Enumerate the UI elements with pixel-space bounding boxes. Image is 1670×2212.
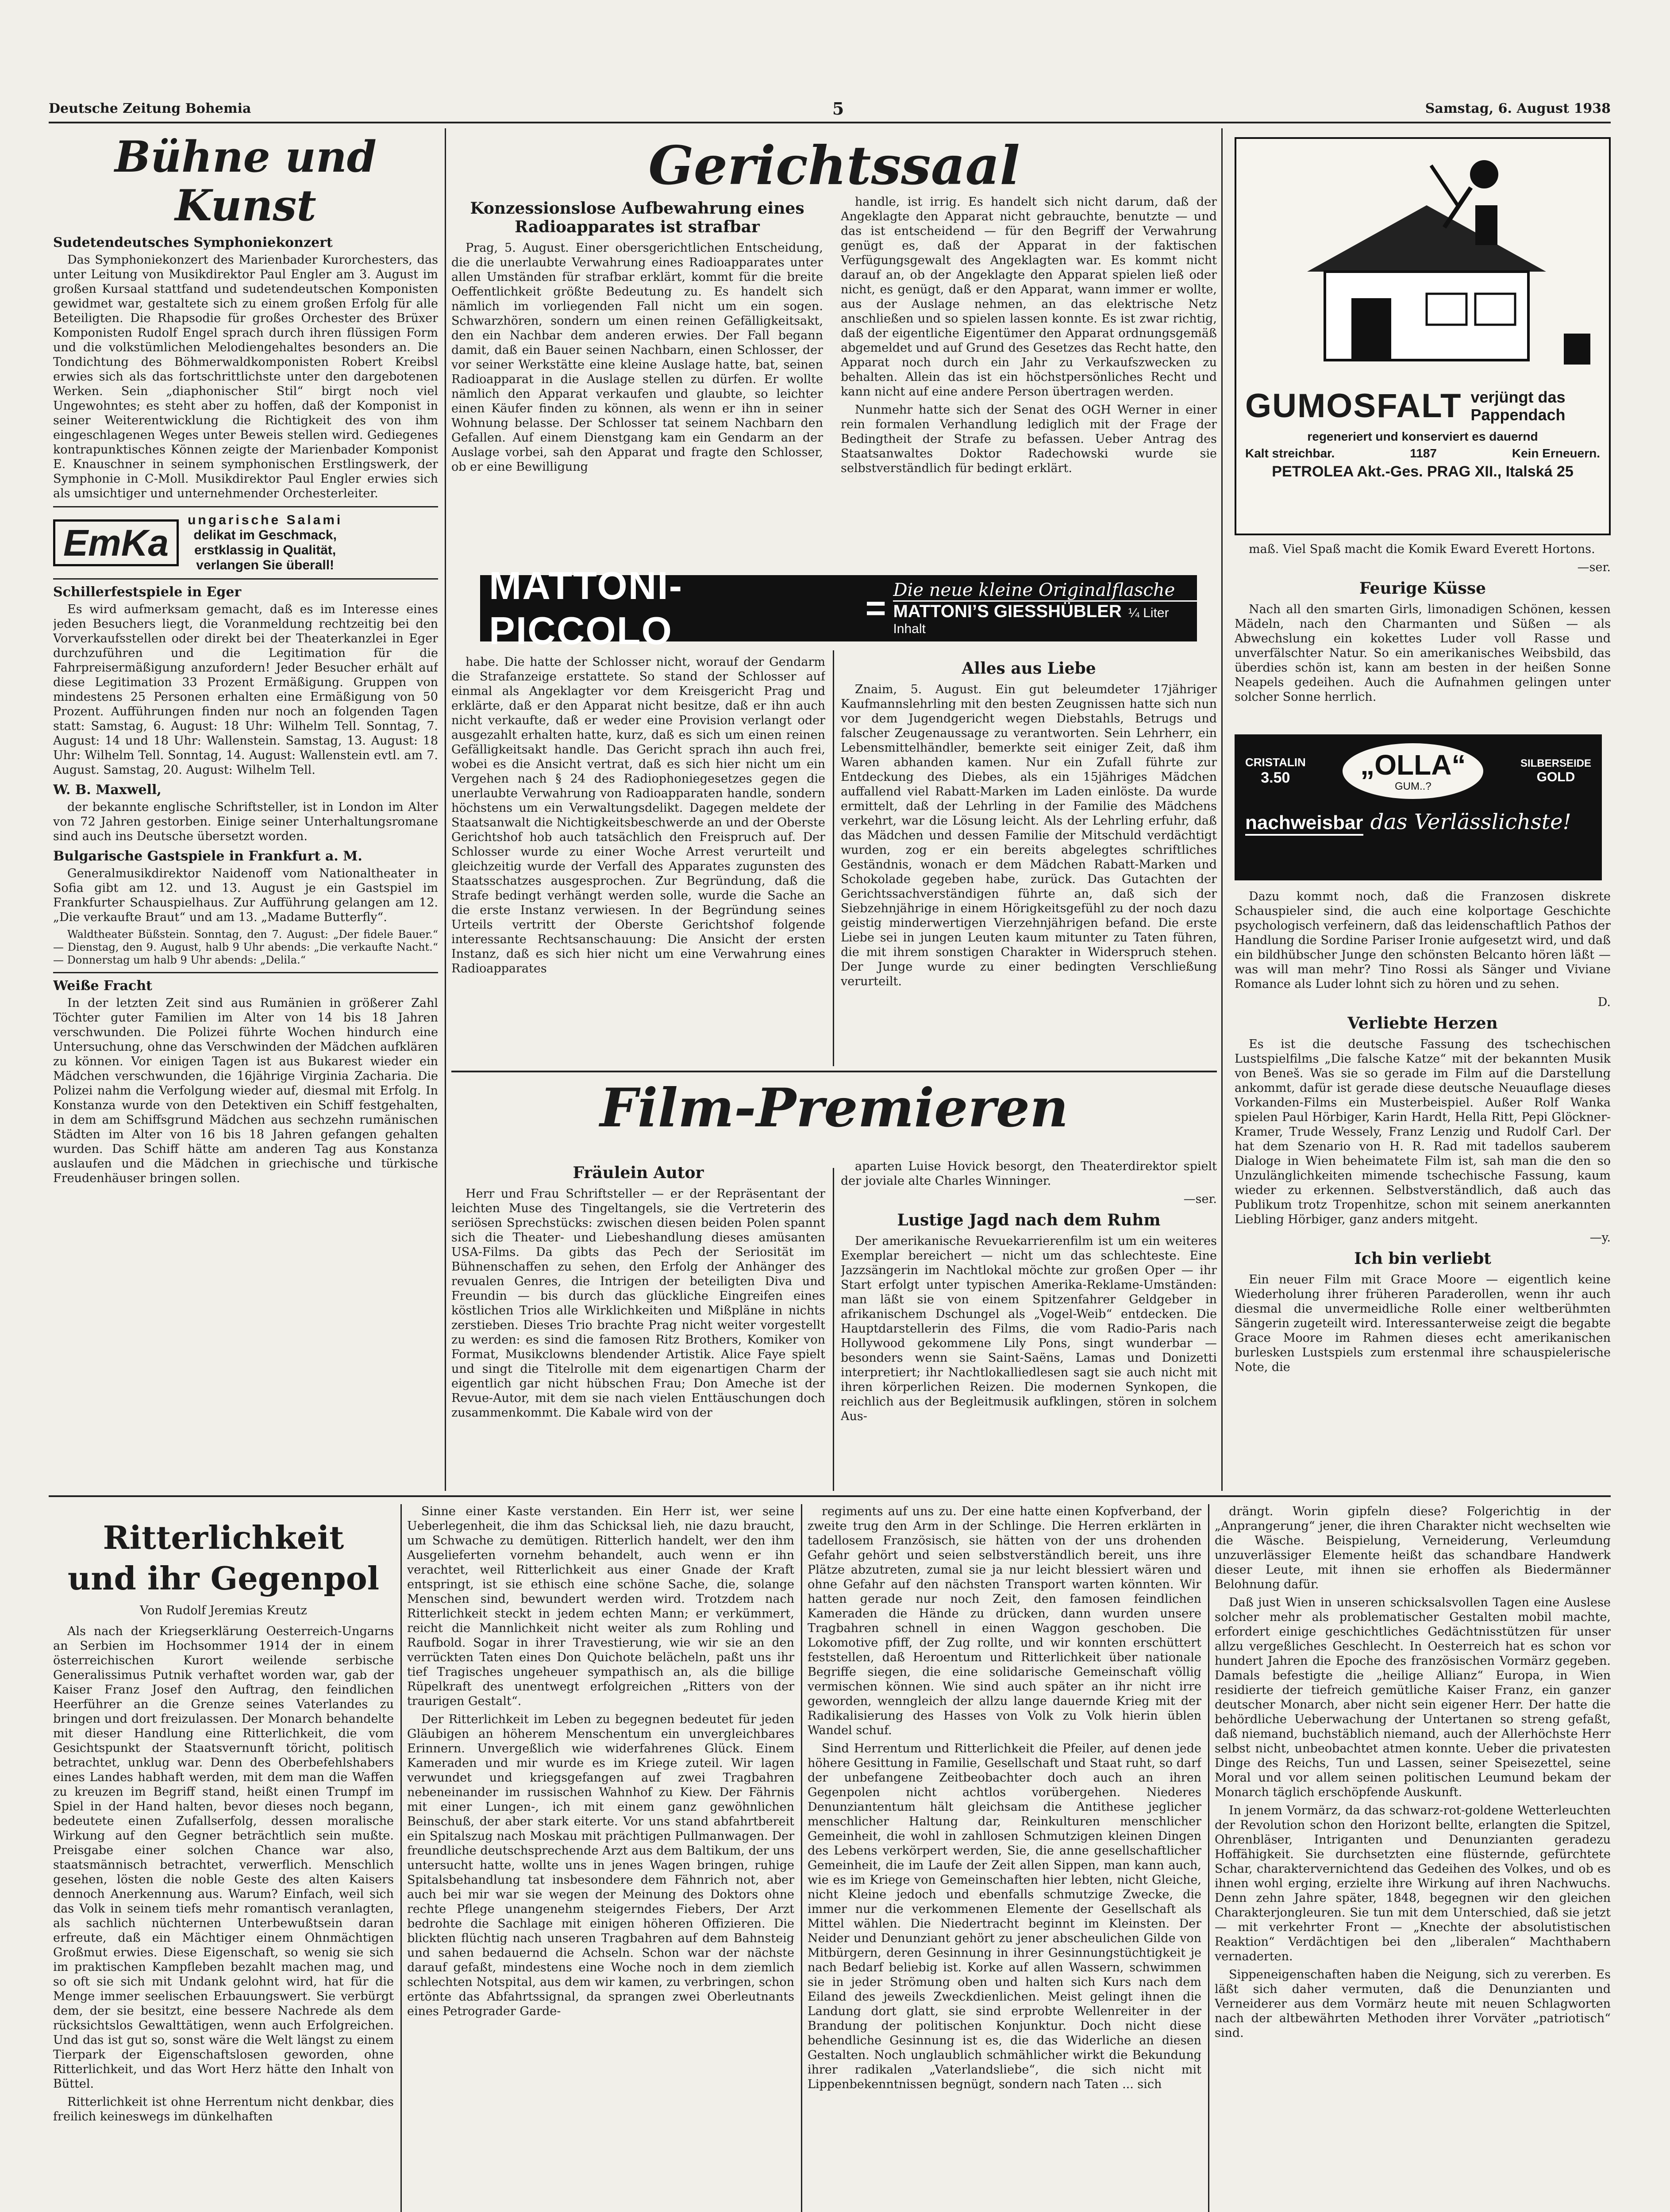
signature: —ser.: [1183, 1192, 1217, 1206]
article-headline: Feurige Küsse: [1359, 579, 1486, 598]
film-column-1: [451, 1159, 825, 1491]
mattoni-script: Die neue kleine Originalflasche: [893, 580, 1197, 602]
article-text: Es wird aufmerksam gemacht, daß es im Interesse eines jeden Besuchers liegt, die Voranmeldung rechtzeitig bei den Vorverkaufsstellen oder direkt bei der Theaterkanzlei in Eger durchzuführen und die Legitimation für die Fahrpreisermäßigung anzufordern! Jeder Besucher erhält auf diese Legitimation 33 Prozent Ermäßigung. Gruppen von mindestens 25 Personen erhalten eine Ermäßigung von 50 Prozent. Aufführungen finden nur noch an folgenden Tagen statt: Samstag, 6. August: 18 Uhr: Wilhelm Tell. Sonntag, 7. August: 14 und 18 Uhr: Wallenstein. Samstag, 13. August: 18 Uhr: Wilhelm Tell. Sonntag, 14. August: Wallenstein evtl. am 7. August. Samstag, 20. August: Wilhelm Tell.: [53, 603, 438, 777]
article-title: Bulgarische Gastspiele in Frankfurt a. M.: [53, 849, 362, 864]
emka-line: verlangen Sie überall!: [196, 558, 335, 572]
article-text: Znaim, 5. August. Ein gut beleumdeter 17jähriger Kaufmannslehrling mit den besten Zeugnissen hatte sich nun vor dem Jugendgericht wegen Diebstahls, Betrugs und falscher Zeugenaussage zu verantworten. Sein Lehrherr, ein Lebensmittelhändler, bemerkte seit einiger Zeit, daß ihm Waren abhanden kamen. Nur ein Zufall führte zur Entdeckung des Diebes, als ein 15jähriges Mädchen auffallend viel Rabatt-Marken im Laden einlöste. Da wurde ermittelt, daß der Lehrling in der Familie des Mädchens verkehrt, war die Lösung leicht. Als der Lehrling erfuhr, daß das Mädchen und dessen Familie der Mitschuld verdächtigt wurden, zog er ein bereits abgelegtes schriftliches Geständnis, wonach er dem Mädchen Rabatt-Marken und Schokolade gegeben habe, zurück. Das Gutachten der Gerichtssachverständigen führte an, daß sich der Siebzehnjährige in einem Hörigkeitsgefühl zu der noch dazu geistig minderwertigen Vierzehnjährigen befand. Die erste Liebe sei in jungen Leuten kaum mitunter zu Taten führen, die mit ihrem sonstigen Charakter in Widerspruch stehen. Der Junge wurde zu einer bedingten Verschließung verurteilt.: [841, 683, 1217, 988]
ritter-title: und ihr Gegenpol: [67, 1559, 380, 1597]
gumosfalt-slogan: verjüngt das: [1470, 388, 1566, 406]
article-headline: Ich bin verliebt: [1354, 1249, 1491, 1268]
olla-label: SILBERSEIDE: [1520, 757, 1591, 769]
paper-name: Deutsche Zeitung Bohemia: [49, 100, 251, 116]
gumosfalt-line: PETROLEA Akt.-Ges. PRAG XII., Italská 25: [1272, 463, 1574, 480]
article-text: In jenem Vormärz, da das schwarz-rot-goldene Wetterleuchten der Revolution schon den Horizont bellte, erlangten die Spitzel, Ohrenbläser, Intriganten und Denunzianten geradezu Hoffähigkeit. Sie durchsetzten eine flüsternde, gefürchtete Schar, charaktervernichtend das Gedeihen des Volkes, und ob es ihnen wohl erging, erzielte ihre Wirkung auf ihren Nachwuchs. Denn zehn Jahre später, 1848, begegnen wir den gleichen Charakterjongleuren. Sie tun mit dem Unterschied, daß sie jetzt — mit verkehrter Front — „Knechte der absolutistischen Reaktion“ Verdächtigen bei den „liberalen“ Machthabern vernaderten.: [1215, 1804, 1611, 1963]
signature: —ser.: [1577, 561, 1611, 574]
ritter-column-3: [808, 1504, 1201, 2212]
emka-line: ungarische Salami: [188, 513, 343, 527]
article-text: maß. Viel Spaß macht die Komik Eward Everett Hortons.: [1249, 542, 1595, 556]
divider: [53, 578, 438, 580]
column-rule: [445, 128, 446, 1491]
divider: [53, 506, 438, 507]
gumosfalt-advertisement: [1235, 137, 1611, 535]
film-header: [451, 1075, 1217, 1164]
ritter-column-2: [407, 1504, 794, 2212]
section-title-buehne: Bühne und Kunst: [115, 133, 377, 230]
article-headline: Fräulein Autor: [573, 1164, 704, 1182]
article-text: drängt. Worin gipfeln diese? Folgerichtig in der „Anprangerung“ jener, die ihren Charakter nicht wechselten wie die Wäsche. Beispielung, Verneiderung, Verleumdung unzuverlässiger Elemente heißt das schandbare Handwerk dieser Leute, mit ihnen sie erhoffen als Biedermänner Belohnung dafür.: [1215, 1505, 1611, 1591]
ritter-column-4: [1215, 1504, 1611, 2212]
article-text: Generalmusikdirektor Naidenoff vom Nationaltheater in Sofia gibt am 12. und 13. August je ein Gastspiel im Frankfurter Schauspielhaus. Zur Aufführung gelangen am 12. „Die verkaufte Braut“ und am 13. „Madame Butterfly“.: [53, 867, 438, 924]
gumosfalt-line: Kein Erneuern.: [1512, 446, 1600, 460]
article-headline: Lustige Jagd nach dem Ruhm: [897, 1211, 1161, 1229]
signature: —y.: [1589, 1231, 1611, 1244]
emka-advertisement: [53, 513, 438, 573]
emka-line: erstklassig in Qualität,: [194, 543, 336, 557]
column-rule: [1208, 1504, 1209, 2212]
article-text: Sind Herrentum und Ritterlichkeit die Pfeiler, auf denen jede höhere Gesittung in Familie, Gesellschaft und Staat ruht, so darf der unbefangene Zeitbeobachter doch auch an ihren Gegenpolen nicht achtlos vorübergehen. Niederes Denunziantentum hält gleichsam die Antithese jeglicher menschlicher Haltung dar, Reinkulturen menschlicher Gemeinheit, die wohl in zahllosen Schmutzigen kleinen Dingen des Lebens verkörpert werden, Sie, die anne gesellschaftlicher Gemeinheit, die im Laufe der Zeit allen Sippen, man kann auch, wie es im Kriege von Gemeinschaften hier lebten, nicht Gleiche, nicht Kleine jedoch und ebenfalls schmutzige Zwecke, die immer nur die verkommenen Elemente der Gesellschaft als Mittel wählen. Die Niedertracht beginnt im Kleinsten. Der Neider und Denunziant gehört zu jener abscheulichen Gilde von Mitbürgern, deren Gesinnung in ihrer Gesinnungstüchtigkeit je nach Bedarf beliebig ist. Korke auf allen Wassern, schwimmen sie in jeder Strömung oben und halten sich Kurs nach dem Eiland des jeweils Zweckdienlichen. Meist gelingt ihnen die Landung dort glatt, sie sind erprobte Wellenreiter in der Brandung der politischen Konjunktur. Doch nicht diese behendliche Gesinnung ist es, die das Widerliche an diesen Gestalten. Noch unglaublich schmählicher wirkt die Bekundung ihrer radikalen „Vaterlandsliebe“, die sich nicht mit Lippenbekenntnissen begnügt, sondern nach Taten ... sich: [808, 1742, 1201, 2091]
article-text: handle, ist irrig. Es handelt sich nicht darum, daß der Angeklagte den Apparat nicht gebrauchte, benutzte — und das ist entscheidend — für den Begriff der Verwahrung genügt es, daß der Apparat in der faktischen Verfügungsgewalt des Angeklagten war. Es kommt nicht darauf an, ob der Angeklagte den Apparat spielen ließ oder nicht, es genügt, daß er den Apparat, wann immer er wollte, aus der Auslage nehmen, an das elektrische Netz anschließen und so spielen lassen konnte. Es ist zwar richtig, daß der eigentliche Eigentümer den Apparat ordnungsgemäß abgemeldet und auf Grund des Gesetzes das Recht hatte, den Apparat noch durch ein Jahr zu Verkaufszwecken zu behalten. Allein das ist ein höchstpersönliches Recht und kann nicht auf eine andere Person übertragen werden.: [841, 195, 1217, 399]
column-rule: [833, 650, 834, 1066]
article-headline: Verliebte Herzen: [1347, 1014, 1498, 1033]
olla-label: CRISTALIN: [1245, 756, 1306, 769]
liebe-column: [841, 655, 1217, 1066]
house-illustration-icon: [1236, 139, 1609, 387]
article-title: Sudetendeutsches Symphoniekonzert: [53, 235, 333, 250]
olla-gum: GUM..?: [1395, 780, 1431, 792]
article-text: Waldtheater Büßstein. Sonntag, den 7. August: „Der fidele Bauer.“ — Dienstag, den 9. August, halb 9 Uhr abends: „Die verkaufte Nacht.“ — Donnerstag um halb 9 Uhr abends: „Delila.“: [53, 928, 438, 966]
article-text: Ein neuer Film mit Grace Moore — eigentlich keine Wiederholung ihrer früheren Paraderollen, wenn ihr auch diesmal die unvermeidliche Rolle einer weltberühmten Sängerin zugeteilt wird. Interessanterweise zeigt die begabte Grace Moore im Rahmen dieses echt amerikanischen burlesken Lustspiels zum erstenmal ihre schauspielerische Note, die: [1235, 1273, 1611, 1374]
section-title-film: Film-Premieren: [600, 1077, 1069, 1139]
column-rule: [801, 1504, 802, 2212]
mattoni-advertisement: [480, 564, 1197, 653]
divider: [53, 972, 438, 973]
article-text: Der amerikanische Revuekarrierenfilm ist um ein weiteres Exemplar bereichert — nicht um das schlechteste. Eine Jazzsängerin im Nachtlokal möchte zur großen Oper — ihr Start erfolgt unter typischen Amerika-Reklame-Umständen: man läßt sie von einem Spitzenfahrer Geldgeber in afrikanischem Dschungel als „Vogel-Weib“ entdecken. Die Hauptdarstellerin des Films, die vom Radio-Paris nach Hollywood gekommene Lily Pons, singt wunderbar — besonders wenn sie Saint-Saëns, Lamas und Donizetti interpretiert; ihr Nachtlokalliedlesen sagt sie auch nicht mit ihren körperlichen Reizen. Die modernen Synkopen, die reichlich aus der Begleitmusik aufklingen, stören in solchem Aus-: [841, 1234, 1217, 1423]
page-number: 5: [832, 98, 844, 119]
ritter-title: Ritterlichkeit: [103, 1519, 344, 1556]
gumosfalt-slogan: Pappendach: [1470, 405, 1566, 424]
section-rule: [49, 1495, 1611, 1497]
mattoni-size: ¼ Liter Inhalt: [893, 606, 1169, 636]
gumosfalt-line: 1187: [1410, 446, 1437, 460]
article-text: Der Ritterlichkeit im Leben zu begegnen bedeutet für jeden Gläubigen an höherem Menschentum ein unvergleichbares Erinnern. Unvergeßlich wie widerfahrenes Glück. Einem Kameraden und mir wurde es im Kriege zuteil. Wir lagen verwundet und kriegsgefangen auf zwei Tragbahren nebeneinander im russischen Wahnhof zu Kiew. Der Fährnis mit einer Lungen-, ich mit einem ganz gewöhnlichen Beinschuß, der aber stark eiterte. Vor uns stand abfahrtbereit ein Spitalszug nach Moskau mit prächtigen Pullmanwagen. Der freundliche deutschsprechende Arzt aus dem Baltikum, der uns untersucht hatte, wollte uns in jenes Wagen bringen, ruhige Spitalsbehandlung tat insbesondere dem Fähnrich not, aber auch bei mir war sie wegen der Meinung des Doktors ohne rechte Pflege unangenehm steigerndes Fiebers, Der Arzt bedrohte die Sachlage mit einigen höheren Offizieren. Die blickten flüchtig nach unseren Tragbahren auf dem Bahnsteig und sahen bedauernd die Achseln. Schon war der nächste darauf gefaßt, mindestens eine Woche noch in dem ziemlich schlechten Notspital, aus dem wir kamen, zu verbringen, schon ertönte das Abfahrtssignal, da sprangen zwei Oberleutnants eines Petrograder Garde-: [407, 1713, 794, 2018]
gumosfalt-line: regeneriert und konserviert es dauernd: [1307, 430, 1538, 443]
buehne-column: [53, 133, 438, 1491]
olla-claim: nachweisbar: [1245, 812, 1363, 836]
emka-logo: EmKa: [53, 519, 179, 566]
column-rule: [400, 1504, 402, 2212]
article-title: Schillerfestspiele in Eger: [53, 584, 242, 600]
article-text: Daß just Wien in unseren schicksalsvollen Tagen eine Auslese solcher mehr als problematischer Gestalten mobil machte, erfordert einige geschichtliches Gedächtnisstützen für unser allzu vergeßliches Geschlecht. In Oesterreich hat es schon vor hundert Jahren die Epoche des französischen Vormärz gegeben. Damals befestigte die „heilige Allianz“ Europa, in Wien residierte der tiefreich gemütliche Kaiser Franz, ein ganzer deutscher Monarch, aber nicht sein eigener Herr. Der hatte die behördliche Ueberwachung der Untertanen so streng gefaßt, daß niemand, buchstäblich niemand, auch der Allerhöchste Herr selbst nicht, unbeobachtet atmen konnte. Ueber die privatesten Dinge des Reichs, Tun und Lassen, seiner Speisezettel, seine Moral und vor allem seinen politischen Leumund bekam der Monarch täglich erschöpfende Auskunft.: [1215, 1596, 1611, 1799]
gumosfalt-brand: GUMOSFALT: [1245, 387, 1462, 425]
olla-label: GOLD: [1536, 770, 1575, 784]
article-text: Das Symphoniekonzert des Marienbader Kurorchesters, das unter Leitung von Musikdirektor Paul Engler am 3. August im großen Kursaal stattfand und sudetendeutschen Komponisten gewidmet war, gestaltete sich zu einem großen Erfolg für alle Beteiligten. Die Rhapsodie für großes Orchester des Brüxer Komponisten Rudolf Engel sprach durch ihren flüssigen Form und die volkstümlichen Melodiengehaltes besonders an. Die Tondichtung des Böhmerwaldkomponisten Robert Kreibsl erwies sich als das fortschrittlichste unter den dargebotenen Werken. Sein „diaphonischer Stil“ birgt noch viel Ungewohntes; es steht aber zu hoffen, daß der Komponist in seiner Weiterentwicklung die Richtigkeit des von ihm eingeschlagenen Weges unter Beweis stellen wird. Gediegenes kontrapunktisches Können zeigte der Marienbader Komponist E. Knauschner in seinem symphonischen Erstlingswerk, der Symphonie in C-Moll. Musikdirektor Paul Engler erwies sich als umsichtiger und unternehmender Orchesterleiter.: [53, 253, 438, 500]
issue-date: Samstag, 6. August 1938: [1425, 100, 1611, 116]
gumosfalt-line: Kalt streichbar.: [1245, 446, 1335, 460]
article-text: Nach all den smarten Girls, limonadigen Schönen, kessen Mädeln, nach den Charmanten und Süßen — als Abwechslung ein kokettes Luder voll Rasse und unverfälschter Natur. So ein amerikanisches Weibsbild, das überdies schön ist, kann am besten in der heißen Sonne Neapels gedeihen. Auch die Aufnahmen gelingen unter solcher Sonne herrlich.: [1235, 603, 1611, 704]
olla-brand: „OLLA“: [1360, 749, 1466, 781]
article-text: Sinne einer Kaste verstanden. Ein Herr ist, wer seine Ueberlegenheit, die ihm das Schicksal lieh, nie dazu braucht, um Schwache zu demütigen. Ritterlich handelt, wer den ihm Ausgelieferten vornehm behandelt, auch wenn er ihn verachtet, weil Ritterlichkeit aus einer Gnade der Kraft entspringt, ist sie ethisch eine schöne Sache, die, solange Menschen sind, bewundert werden wird. Trotzdem nach Ritterlichkeit steckt in jedem echten Mann; er verkümmert, reicht die Mannlichkeit nicht weiter als zum Rohling und Raufbold. Sogar in ihrer Travestierung, wie wir sie an den verrückten Taten eines Don Quichote belächeln, paßt uns ihr tief Tragisches ungeheuer sympathisch an, als die billige Rüpelkraft des unentwegt erfolgreichen „Ritters von der traurigen Gestalt“.: [407, 1505, 794, 1708]
article-text: In der letzten Zeit sind aus Rumänien in größerer Zahl Töchter guter Familien im Alter von 14 bis 18 Jahren verschwunden. Die Polizei führte Wochen hindurch eine Untersuchung, ohne das Verschwinden der Mädchen aufklären zu können. Vor einigen Tagen ist aus Bukarest wieder ein Mädchen verschwunden, die 16jährige Virginia Zacharia. Die Polizei nahm die Verfolgung wieder auf, diesmal mit Erfolg. In Konstanza wurde von den Detektiven ein Schiff festgehalten, in dem am Schiffsgrund Mädchen aus sechzehn rumänischen Städten im Alter von 16 bis 18 Jahren gefangen gehalten wurden. Das Schiff hätte am anderen Tag aus Konstanza auslaufen und die Mädchen in griechische und türkische Freudenhäuser bringen sollen.: [53, 996, 438, 1185]
signature: D.: [1597, 995, 1611, 1009]
article-text: Ritterlichkeit ist ohne Herrentum nicht denkbar, dies freilich keineswegs im dünkelhaften: [53, 2095, 394, 2124]
article-headline: Konzessionslose Aufbewahrung eines Radioapparates ist strafbar: [470, 199, 804, 236]
olla-claim: das Verlässlichste!: [1370, 810, 1571, 834]
right-column-upper: [1235, 542, 1611, 732]
article-text: Prag, 5. August. Einer obersgerichtlichen Entscheidung, die die unerlaubte Verwahrung eines Radioapparates unter allen Umständen für strafbar erklärt, kommt für die breite Oeffentlichkeit größte Bedeutung zu. Es handelt sich nämlich im vorliegenden Fall nicht um ein sogen. Schwarzhören, sondern um einen reinen Gefälligkeitsakt, den ein Nachbar dem anderen erwies. Der Fall begann damit, daß ein Bauer seinen Nachbarn, einen Schlosser, der vor seiner Werkstätte eine kleine Auslage hatte, bat, seinen Radioapparat in die Auslage stellen zu dürfen. Er wollte nämlich den Apparat verkaufen und glaubte, so leichter einen Käufer finden zu können, als wenn er ihn in seiner Wohnung belasse. Der Schlosser tat seinem Nachbarn den Gefallen. Auf einem Dienstgang kam ein Gendarm an der Auslage vorbei, sah den Apparat und fragte den Schlosser, ob er eine Bewilligung: [451, 241, 823, 474]
article-text: Dazu kommt noch, daß die Franzosen diskrete Schauspieler sind, die auch eine kolportage Geschichte psychologisch verfeinern, daß das leidenschaftlich Pathos der Handlung die Sordine Pariser Ironie aufgesetzt wird, und daß ein bildhübscher Junge den schönsten Belcanto hören läßt — was will man mehr? Tino Rossi als Sänger und Viviane Romance als Luder lohnt sich zu hören und zu sehen.: [1235, 890, 1611, 991]
mattoni-brand: MATTONI-PICCOLO: [489, 564, 683, 653]
page-header: [49, 95, 1611, 123]
gericht-column-1: [451, 195, 823, 571]
section-title-gericht: Gerichtssaal: [648, 134, 1020, 197]
ritter-column-1: [53, 1504, 394, 2212]
gericht-column-3: [451, 655, 825, 1066]
article-title: W. B. Maxwell,: [53, 782, 162, 798]
article-text: regiments auf uns zu. Der eine hatte einen Kopfverband, der zweite trug den Arm in der Schlinge. Die Herren erklärten in tadellosem Französisch, sie hätten von der uns drohenden Gefahr gehört und seien selbstverständlich bereit, uns ihre Plätze abzutreten, zumal sie ja nur leicht blessiert wären und ohne Gefahr auf den nächsten Transport warten könnten. Wir hatten gerade nur noch Zeit, den famosen feindlichen Kameraden die Hände zu drücken, dann wurden unsere Tragbahren schnell in einen Waggon geschoben. Die Lokomotive pfiff, der Zug rollte, und wir konnten erschüttert feststellen, daß Heroentum und Ritterlichkeit über nationale Begriffe siegen, die eine solidarische Gemeinschaft völlig vermischen können. Wie sind auch später an ihr nicht irre geworden, wenngleich der allzu lange dauernde Krieg mit der Radikalisierung des Hasses von Volk zu Volk hierin üblen Wandel schuf.: [808, 1505, 1201, 1737]
ritter-byline: Von Rudolf Jeremias Kreutz: [140, 1604, 307, 1617]
olla-advertisement: [1235, 734, 1602, 880]
film-column-2: [841, 1159, 1217, 1491]
mattoni-tag: MATTONI’S GIESSHÜBLER: [893, 602, 1122, 621]
gericht-column-2: [841, 195, 1217, 571]
article-headline: Alles aus Liebe: [962, 659, 1096, 678]
article-text: Als nach der Kriegserklärung Oesterreich-Ungarns an Serbien im Hochsommer 1914 der in einem österreichischen Kurort weilende serbische Generalissimus Putnik verhaftet worden war, gab der Kaiser Franz Josef den Auftrag, den feindlichen Heerführer an die Grenze seines Vaterlandes zu bringen und dort freizulassen. Der Monarch behandelte mit dieser Handlung eine Ritterlichkeit, die vom Gesichtspunkt der Staatsvernunft töricht, politisch betrachtet, unklug war. Denn des Oberbefehlshabers eines Landes habhaft werden, mit dem man die Waffen zu kreuzen im Begriff stand, heißt einen Trumpf im Spiel in der Hand halten, bevor dieses noch begann, bedeutete einen Zufallserfolg, dessen moralische Wirkung auf den Gegner beträchtlich sein mußte. Preisgabe einer solchen Chance war also, staatsmännisch betrachtet, verwerflich. Menschlich gesehen, lösten die noble Geste des alten Kaisers dennoch Anerkennung aus. Warum? Einfach, weil sich das Volk in seinem tiefs mehr romantisch veranlagten, als sachlich nüchternen Unterbewußtsein daran erfreute, daß ein Mächtiger einem Ohnmächtigen Großmut erwies. Diese Eigenschaft, so wenig sie sich im praktischen Kampfleben bezahlt machen mag, und so oft sie sich mit Undank gelohnt wird, hat für die Menge immer seelischen Erbauungswert. Sie verbürgt dem, der sie besitzt, eine bessere Nachrede als dem rücksichtslos Gewalttätigen, wenn auch Erfolgreichen. Und das ist gut so, sonst wäre die Welt längst zu einem Tierpark der Eigenschaftslosen geworden, ohne Ritterlichkeit, und das Wort Herz hätte den Inhalt von Büttel.: [53, 1624, 394, 2091]
article-text: aparten Luise Hovick besorgt, den Theaterdirektor spielt der joviale alte Charles Winninger.: [841, 1160, 1217, 1188]
right-column-lower: [1235, 889, 1611, 1491]
emka-line: delikat im Geschmack,: [193, 528, 337, 542]
article-text: Sippeneigenschaften haben die Neigung, sich zu vererben. Es läßt sich daher vermuten, daß die Denunzianten und Verneiderer aus dem Vormärz heute mit neuen Schlagworten nach der altbewährten Methoden ihrer Vorväter „patriotisch“ sind.: [1215, 1968, 1611, 2040]
article-text: der bekannte englische Schriftsteller, ist in London im Alter von 72 Jahren gestorben. Einige seiner Unterhaltungsromane sind auch ins Deutsche übersetzt worden.: [53, 800, 438, 843]
column-rule: [833, 1168, 834, 1491]
column-rule: [1221, 128, 1223, 1491]
article-text: Es ist die deutsche Fassung des tschechischen Lustspielfilms „Die falsche Katze“ mit der bekannten Musik von Beneš. Was sie so gerade im Film auf die Darstellung ankommt, dafür ist gerade diese deutsche Neuauflage dieses Vorkanden-Films ein Musterbeispiel. Außer Rolf Wanka spielen Paul Hörbiger, Karin Hardt, Hella Ritt, Pepi Glöckner-Kramer, Trude Wessely, Franz Lenzig und Rudolf Carl. Der hat dem Szenario von H. R. Rad mit tadellos sauberem Dialoge in Wien beheimatete Film ist, sah man die den so Unzulänglichkeiten mimende tschechische Fassung, kaum wieder zu erkennen. Selbstverständlich, daß auch das Publikum trotz Tropenhitze, schon mit seinem anerkannten Liebling Hörbiger, ganz anders mitgeht.: [1235, 1037, 1611, 1226]
olla-price: 3.50: [1261, 769, 1290, 786]
article-text: Herr und Frau Schriftsteller — er der Repräsentant der leichten Muse des Tingeltangels, sie die Vertreterin des seriösen Sprechstücks: zwischen diesen beiden Polen spannt sich die Theater- und Liebeshandlung dieses amüsanten USA-Films. Da gibts das Pech der Seriosität im Bühnenschaffen zu sehen, den Erfolg der Anhänger des revualen Genres, die Intrigen der beteiligten Diva und Freundin — bis durch das glückliche Eingreifen eines köstlichen Trios alle Wirklichkeiten und Mißpläne in nichts zerstieben. Dieses Trio brachte Prag nicht weiter vorgestellt zu werden: es sind die famosen Ritz Brothers, Komiker von Format, Musikclowns blendender Artistik. Alice Faye spielt und singt die Titelrolle mit dem eigenartigen Charm der eigentlich gar nicht hübschen Frau; Don Ameche ist der Revue-Autor, mit dem sie nach vielen Enttäuschungen doch zusammenkommt. Die Kabale wird von der: [451, 1187, 825, 1420]
section-rule: [451, 1071, 1217, 1072]
mattoni-equals: =: [865, 588, 886, 628]
article-text: habe. Die hatte der Schlosser nicht, worauf der Gendarm die Strafanzeige erstattete. So stand der Schlosser auf einmal als Angeklagter vor dem Kreisgericht Prag und erklärte, daß er den Apparat nicht besitze, daß er ihn auch nicht verkaufte, daß er weder eine Provision verlangt oder ausgezahlt erhalten hatte, kurz, daß es sich um einen reinen Gefälligkeitsakt handle. Das Gericht sprach ihn auch frei, wobei es die Ansicht vertrat, daß es sich hier nicht um ein Vergehen nach § 24 des Radiophoniegesetzes gegen die unerlaubte Verwahrung von Radioapparaten handle, sondern höchstens um ein Verwaltungsdelikt. Dagegen meldete der Staatsanwalt die Nichtigkeitsbeschwerde an und der Oberste Gerichtshof hob auch tatsächlich den Freispruch auf. Der Schlosser wurde zu einer Woche Arrest verurteilt und gleichzeitig wurde der Verfall des Apparates zugunsten des Staatsschatzes ausgesprochen. Zur Begründung, daß die Strafe bedingt verhängt werden solle, wurde die Sache an die erste Instanz verwiesen. In der Begründung seines Urteils vertritt der Oberste Gerichtshof folgende interessante Rechtsanschauung: Die Ansicht der ersten Instanz, daß es sich hier nicht um eine Verwahrung eines Radioapparates: [451, 655, 825, 975]
article-text: Nunmehr hatte sich der Senat des OGH Werner in einer rein formalen Verhandlung lediglich mit der Frage der Bedingtheit der Strafe zu befassen. Ueber Antrag des Staatsanwaltes Doktor Radechowski wurde sie selbstverständlich für bedingt erklärt.: [841, 403, 1217, 475]
article-title: Weiße Fracht: [53, 978, 153, 994]
